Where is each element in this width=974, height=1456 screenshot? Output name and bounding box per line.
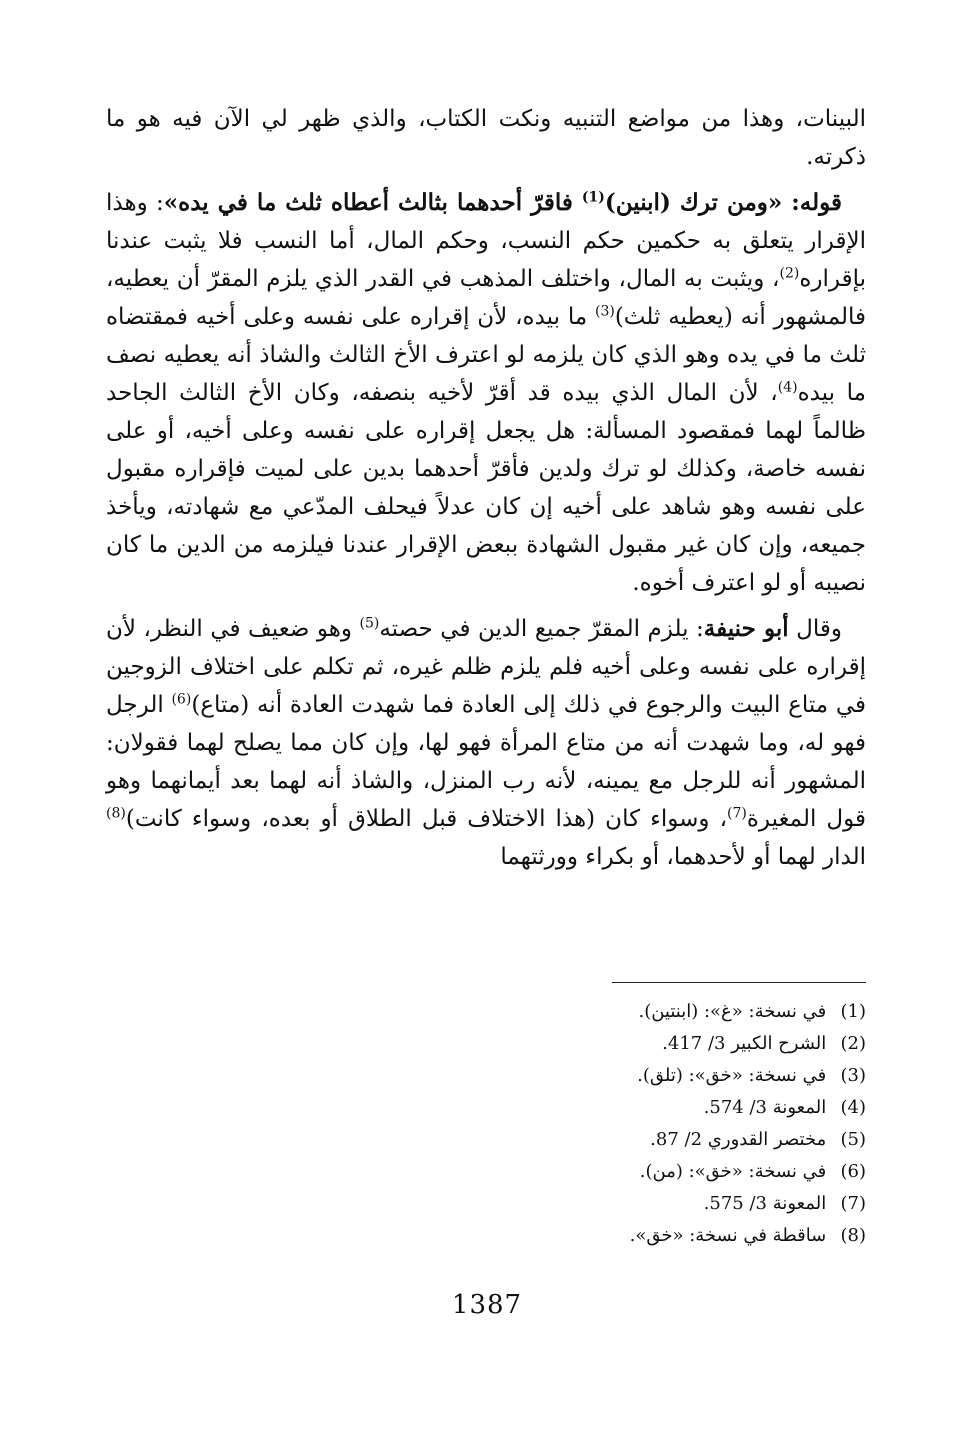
footnote-5 [106, 1124, 866, 1156]
paragraph-2-text-a: وهذا الإقرار يتعلق به حكمين حكم النسب، وحكم المال، أما النسب فلا يثبت عندنا بإقراره [106, 190, 866, 292]
paragraph-2-text-c: ما بيده، لأن إقراره على نفسه وعلى أخيه فمقتضاه ثلث ما في يده وهو الذي كان يلزمه لو اعترف الأخ الثالث والشاذ أنه يعطيه نصف ما بيده [106, 304, 866, 406]
footnote-separator [612, 982, 866, 983]
page-number: 1387 [451, 1290, 523, 1320]
footnote-ref-3: (3) [594, 303, 615, 320]
footnote-text: ساقطة في نسخة: «خق». [629, 1225, 827, 1246]
footnote-6 [106, 1156, 866, 1188]
paragraph-2 [106, 184, 866, 602]
paragraph-2-text-b: ، ويثبت به المال، واختلف المذهب في القدر الذي يلزم المقرّ أن يعطيه، فالمشهور أنه (يعطيه ثلث) [106, 266, 867, 330]
paragraph-3-text-a: : يلزم المقرّ جميع الدين في حصته [379, 616, 704, 642]
paragraph-3 [106, 610, 866, 876]
footnote-8 [106, 1220, 866, 1252]
footnote-ref-8: (8) [106, 805, 126, 822]
paragraph-3-text-b: وهو ضعيف في النظر، لأن إقراره على نفسه وعلى أخيه فلم يلزم ظلم غيره، ثم تكلم على اختلاف الزوجين في متاع البيت والرجوع في ذلك إلى العادة فما شهدت العادة أنه (متاع) [106, 616, 866, 718]
footnote-number: (1) [840, 1001, 866, 1022]
heading-colon: : [156, 190, 164, 216]
paragraph-3-text-e: الدار لهما أو لأحدهما، أو بكراء وورثتهما [500, 844, 866, 870]
footnote-ref-2: (2) [779, 265, 800, 282]
footnote-text: المعونة 3/ 574. [703, 1097, 827, 1118]
footnote-2 [106, 1028, 866, 1060]
footnotes [106, 996, 866, 1252]
footnote-number: (7) [840, 1193, 866, 1214]
paragraph-3-text-c: الرجل فهو له، وما شهدت أنه من متاع المرأة فهو لها، وإن كان مما يصلح لهما فقولان: المشهور أنه للرجل مع يمينه، لأنه رب المنزل، والشاذ أنه لهما بعد أيمانهما وهو قول المغيرة [106, 692, 866, 832]
quoted-heading-tail: فاقرّ أحدهما بثالث أعطاه ثلث ما في يده» [163, 189, 582, 216]
paragraph-3-lead: وقال [788, 616, 842, 642]
footnote-ref-4: (4) [777, 379, 798, 396]
footnote-text: الشرح الكبير 3/ 417. [662, 1033, 827, 1054]
paragraph-1 [106, 100, 866, 176]
footnote-text: في نسخة: «خق»: (تلق). [637, 1065, 827, 1086]
footnote-text: في نسخة: «خق»: (من). [639, 1161, 827, 1182]
quoted-heading: قوله: «ومن ترك (ابنين) [604, 189, 842, 216]
footnote-number: (8) [840, 1225, 866, 1246]
paragraph-1-text: البينات، وهذا من مواضع التنبيه ونكت الكتاب، والذي ظهر لي الآن فيه هو ما ذكرته. [106, 106, 866, 170]
footnote-text: مختصر القدوري 2/ 87. [650, 1129, 827, 1150]
footnote-1 [106, 996, 866, 1028]
footnote-7 [106, 1188, 866, 1220]
footnote-ref-1: (1) [581, 189, 605, 206]
footnote-text: المعونة 3/ 575. [703, 1193, 827, 1214]
main-text [106, 100, 866, 876]
footnote-3 [106, 1060, 866, 1092]
footnote-ref-6: (6) [171, 691, 192, 708]
footnote-4 [106, 1092, 866, 1124]
footnote-ref-7: (7) [727, 805, 747, 822]
footnote-number: (2) [840, 1033, 866, 1054]
footnote-number: (5) [840, 1129, 866, 1150]
footnote-ref-5: (5) [359, 615, 380, 632]
footnote-number: (6) [840, 1161, 866, 1182]
paragraph-2-text-d: ، لأن المال الذي بيده قد أقرّ لأخيه بنصفه، وكان الأخ الثالث الجاحد ظالماً لهما فمقصود المسألة: هل يجعل إقراره على نفسه وعلى أخيه، أو على نفسه خاصة، وكذلك لو ترك ولدين فأقرّ أحدهما بدين على لميت فإقراره مقبول على نفسه وهو شاهد على أخيه إن كان عدلاً فيحلف المدّعي مع شهادته، ويأخذ جميعه، وإن كان غير مقبول الشهادة ببعض الإقرار عندنا فيلزمه من الدين ما كان نصيبه أو لو اعترف أخوه. [106, 380, 866, 596]
footnote-text: في نسخة: «غ»: (ابنتين). [638, 1001, 827, 1022]
footnote-number: (4) [840, 1097, 866, 1118]
footnote-number: (3) [840, 1065, 866, 1086]
paragraph-3-text-d: ، وسواء كان (هذا الاختلاف قبل الطلاق أو بعده، وسواء كانت) [125, 806, 728, 832]
scholar-name: أبو حنيفة [703, 615, 789, 642]
